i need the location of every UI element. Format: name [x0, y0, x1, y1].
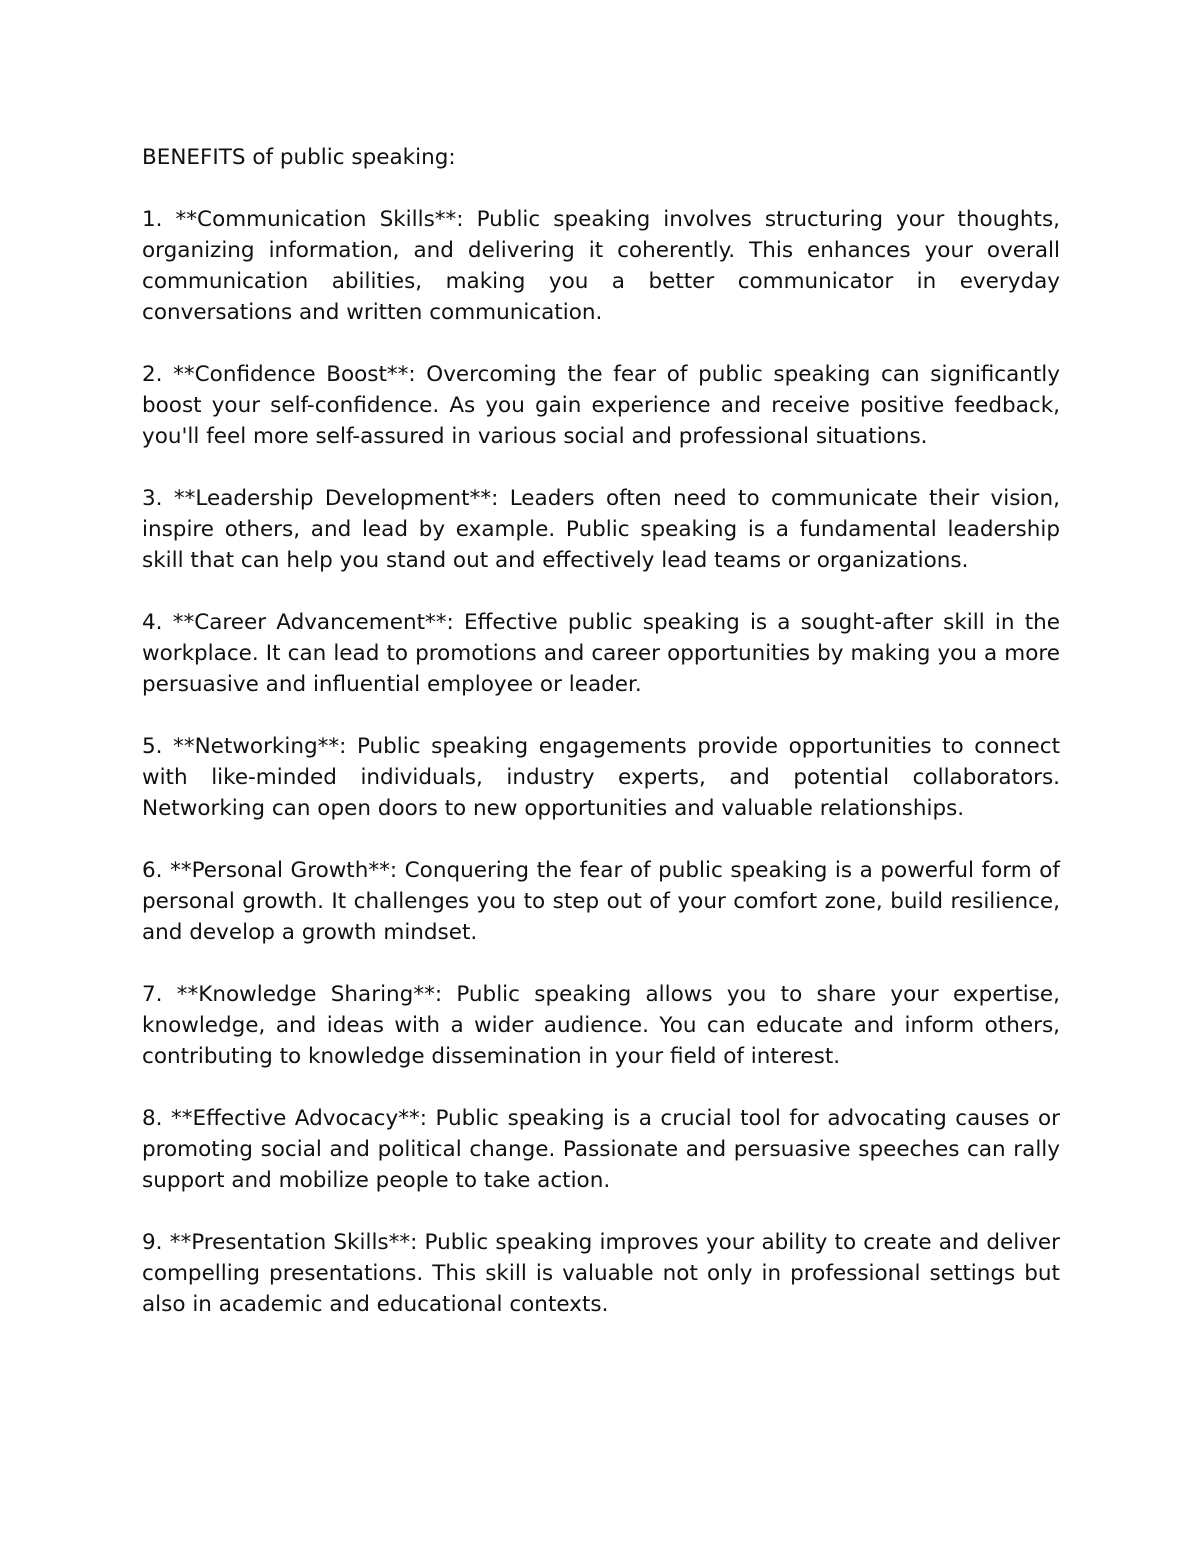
benefit-item-networking: 5. **Networking**: Public speaking engagements provide opportunities to connect with like-minded individuals, industry experts, and potential collaborators. Networking can open doors to new opportunities and valuable relationships. — [142, 734, 1060, 821]
benefit-item-career-advancement: 4. **Career Advancement**: Effective public speaking is a sought-after skill in the workplace. It can lead to promotions and career opportunities by making you a more persuasive and influential employee or leader. — [142, 610, 1060, 697]
benefit-item-effective-advocacy: 8. **Effective Advocacy**: Public speaking is a crucial tool for advocating causes or promoting social and political change. Passionate and persuasive speeches can rally support and mobilize people to take action. — [142, 1106, 1060, 1193]
benefit-item-communication-skills: 1. **Communication Skills**: Public speaking involves structuring your thoughts, organizing information, and delivering it coherently. This enhances your overall communication abilities, making you a better communicator in everyday conversations and written communication. — [142, 207, 1060, 325]
benefit-item-personal-growth: 6. **Personal Growth**: Conquering the fear of public speaking is a powerful form of personal growth. It challenges you to step out of your comfort zone, build resilience, and develop a growth mindset. — [142, 858, 1060, 945]
benefit-item-presentation-skills: 9. **Presentation Skills**: Public speaking improves your ability to create and deliver compelling presentations. This skill is valuable not only in professional settings but also in academic and educational contexts. — [142, 1230, 1060, 1317]
benefit-item-leadership-development: 3. **Leadership Development**: Leaders often need to communicate their vision, inspire others, and lead by example. Public speaking is a fundamental leadership skill that can help you stand out and effectively lead teams or organizations. — [142, 486, 1060, 573]
benefit-item-confidence-boost: 2. **Confidence Boost**: Overcoming the fear of public speaking can significantly boost your self-confidence. As you gain experience and receive positive feedback, you'll feel more self-assured in various social and professional situations. — [142, 362, 1060, 449]
document-heading: BENEFITS of public speaking: — [142, 145, 456, 170]
benefit-item-knowledge-sharing: 7. **Knowledge Sharing**: Public speaking allows you to share your expertise, knowledge, and ideas with a wider audience. You can educate and inform others, contributing to knowledge dissemination in your field of interest. — [142, 982, 1060, 1069]
document-body — [142, 142, 1060, 1320]
